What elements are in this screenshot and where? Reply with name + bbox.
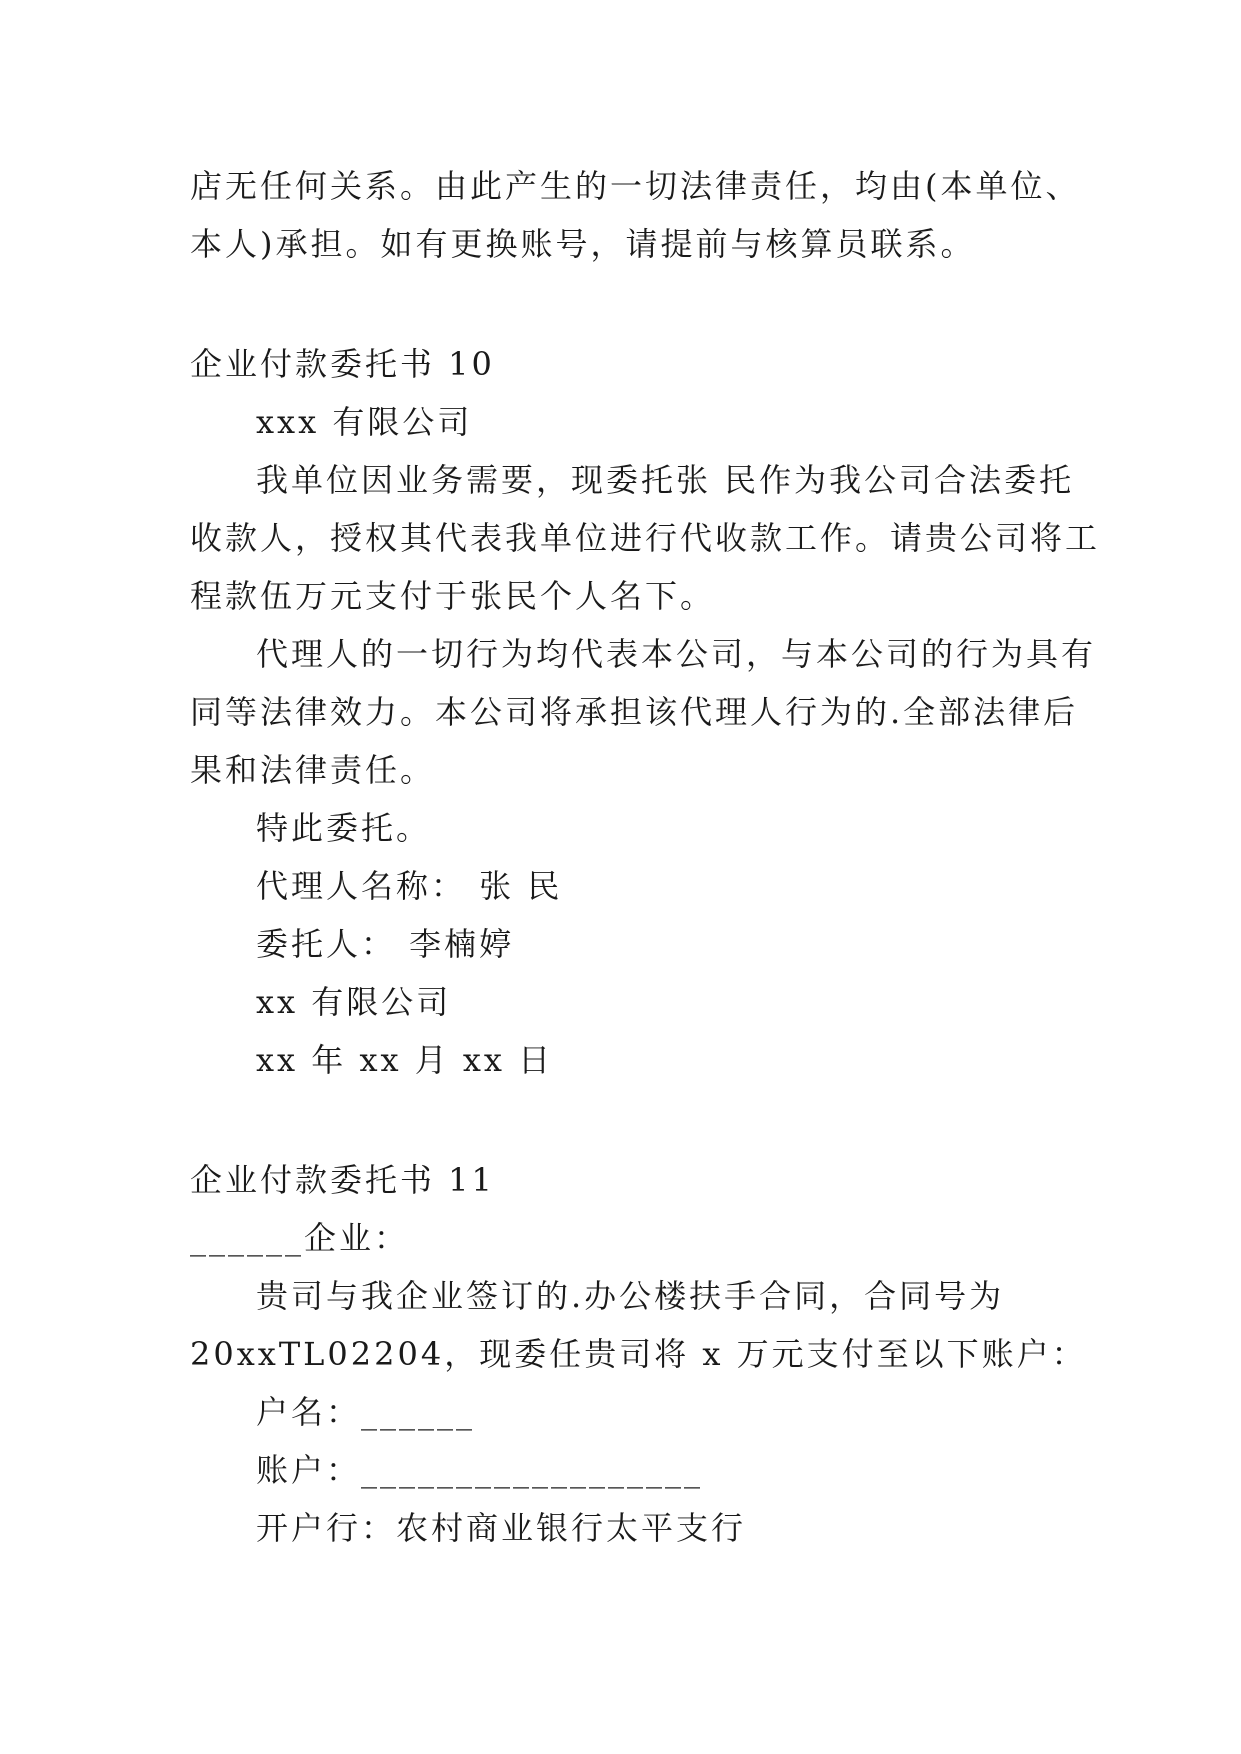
paragraph-line: 收款人，授权其代表我单位进行代收款工作。请贵公司将工	[190, 519, 1101, 557]
bank-line: 开户行：农村商业银行太平支行	[256, 1509, 747, 1547]
section-heading: 企业付款委托书 10	[190, 345, 495, 383]
agent-name: 代理人名称： 张 民	[256, 867, 563, 905]
section-heading: 企业付款委托书 11	[190, 1161, 495, 1199]
paragraph-line: 店无任何关系。由此产生的一切法律责任，均由(本单位、	[190, 167, 1081, 205]
company-name: xx 有限公司	[256, 983, 452, 1021]
paragraph-line: 同等法律效力。本公司将承担该代理人行为的.全部法律后	[190, 693, 1079, 731]
account-name-line: 户名：______	[256, 1393, 476, 1431]
paragraph-line: 贵司与我企业签订的.办公楼扶手合同，合同号为	[256, 1277, 1005, 1315]
date-line: xx 年 xx 月 xx 日	[256, 1041, 554, 1079]
paragraph-line: 果和法律责任。	[190, 751, 436, 789]
account-number-line: 账户：__________________	[256, 1451, 704, 1489]
paragraph-line: 20xxTL02204，现委任贵司将 x 万元支付至以下账户：	[190, 1335, 1087, 1373]
paragraph-line: 代理人的一切行为均代表本公司，与本公司的行为具有	[256, 635, 1097, 673]
addressee: ______企业：	[190, 1219, 410, 1257]
paragraph-line: 本人)承担。如有更换账号，请提前与核算员联系。	[190, 225, 976, 263]
principal-name: 委托人： 李楠婷	[256, 925, 515, 963]
addressee: xxx 有限公司	[256, 403, 473, 441]
closing-line: 特此委托。	[256, 809, 432, 847]
paragraph-line: 我单位因业务需要，现委托张 民作为我公司合法委托	[256, 461, 1075, 499]
paragraph-line: 程款伍万元支付于张民个人名下。	[190, 577, 716, 615]
